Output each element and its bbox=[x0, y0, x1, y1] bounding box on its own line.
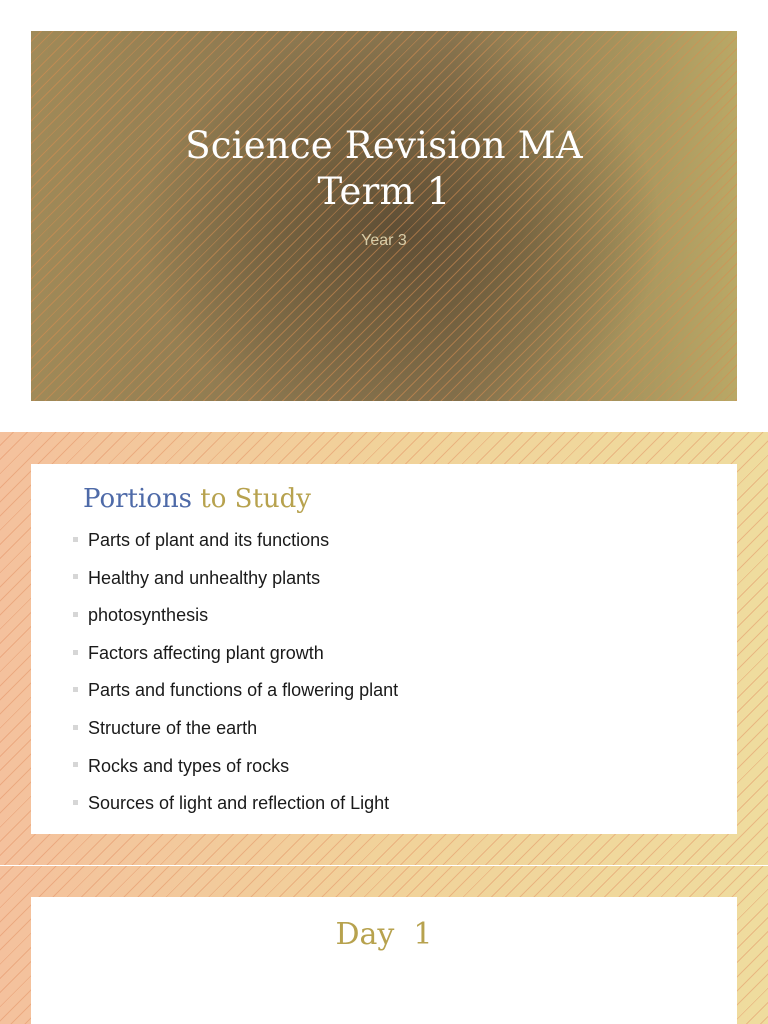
list-item-text: Factors affecting plant growth bbox=[88, 642, 324, 663]
title-line-2: Term 1 bbox=[317, 170, 451, 213]
day-slide bbox=[0, 866, 768, 1024]
list-item bbox=[73, 601, 398, 639]
list-item-text: Healthy and unhealthy plants bbox=[88, 567, 321, 588]
list-item-text: Parts of plant and its functions bbox=[88, 530, 330, 550]
bullet-square-icon bbox=[73, 650, 78, 655]
list-item bbox=[73, 564, 398, 602]
portions-card bbox=[31, 464, 737, 834]
title-slide bbox=[31, 31, 737, 401]
slide-subtitle: Year 3 bbox=[361, 232, 407, 249]
list-item bbox=[73, 789, 398, 827]
bullet-square-icon bbox=[73, 537, 78, 542]
list-item bbox=[73, 639, 398, 677]
list-item bbox=[73, 676, 398, 714]
bullet-square-icon bbox=[73, 574, 78, 579]
portions-heading bbox=[83, 482, 311, 516]
topics-list bbox=[73, 526, 398, 827]
list-item bbox=[73, 752, 398, 790]
bullet-square-icon bbox=[73, 800, 78, 805]
heading-word-to-study: to Study bbox=[200, 484, 311, 514]
list-item-text: Rocks and types of rocks bbox=[88, 755, 290, 776]
day-card bbox=[31, 897, 737, 1024]
list-item-text: Sources of light and reflection of Light bbox=[88, 793, 390, 814]
portions-slide bbox=[0, 432, 768, 865]
slide-title bbox=[31, 123, 737, 215]
heading-word-portions: Portions bbox=[83, 484, 193, 514]
bullet-square-icon bbox=[73, 687, 78, 692]
title-line-1: Science Revision MA bbox=[185, 124, 583, 167]
day-title: Day 1 bbox=[335, 917, 433, 952]
list-item bbox=[73, 526, 398, 564]
bullet-square-icon bbox=[73, 612, 78, 617]
bullet-square-icon bbox=[73, 725, 78, 730]
bullet-square-icon bbox=[73, 762, 78, 767]
list-item bbox=[73, 714, 398, 752]
list-item-text: Parts and functions of a flowering plant bbox=[88, 680, 399, 701]
list-item-text: Structure of the earth bbox=[88, 717, 258, 738]
list-item-text: photosynthesis bbox=[88, 605, 209, 626]
